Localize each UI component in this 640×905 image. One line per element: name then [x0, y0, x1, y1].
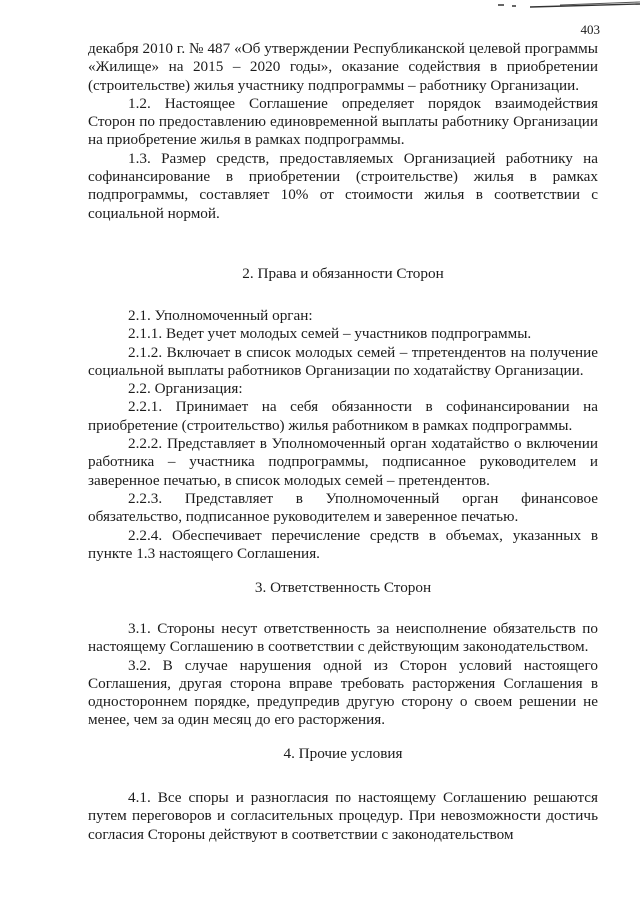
paragraph-2-2-1: 2.2.1. Принимает на себя обязанности в софинансировании на приобретение (строительство) жилья работником в рамках подпрограммы.	[88, 398, 598, 434]
section-2-body	[88, 307, 598, 563]
paragraph-1-1-tail: декабря 2010 г. № 487 «Об утверждении Республиканской целевой программы «Жилище» на 2015 – 2020 годы», оказание содействия в приобретении (строительстве) жилья участнику подпрограммы – работнику Организации.	[88, 40, 598, 94]
section-heading-2: 2. Права и обязанности Сторон	[242, 265, 444, 282]
paragraph-2-1: 2.1. Уполномоченный орган:	[128, 307, 313, 324]
paragraph-4-1: 4.1. Все споры и разногласия по настоящему Соглашению решаются путем переговоров и согласительных процедур. При невозможности достичь согласия Стороны действуют в соответствии с законодательством	[88, 789, 598, 843]
paragraph-2-2-4: 2.2.4. Обеспечивает перечисление средств в объемах, указанных в пункте 1.3 настоящего Соглашения.	[88, 526, 598, 562]
page-number: 403	[580, 22, 600, 37]
section-2-heading-wrap	[88, 265, 598, 283]
section-heading-4: 4. Прочие условия	[283, 745, 403, 762]
paragraph-1-3: 1.3. Размер средств, предоставляемых Организацией работнику на софинансирование в приобретении (строительстве) жилья в рамках подпрограммы, составляет 10% от стоимости жилья в соответствии с социальной нормой.	[88, 149, 598, 222]
section-3-body	[88, 620, 598, 730]
scan-edge-mark	[490, 0, 640, 12]
section-3-heading-wrap	[88, 579, 598, 597]
paragraph-1-2: 1.2. Настоящее Соглашение определяет порядок взаимодействия Сторон по предоставлению единовременной выплаты работнику Организации на приобретение жилья в рамках подпрограммы.	[88, 94, 598, 149]
paragraph-3-2: 3.2. В случае нарушения одной из Сторон условий настоящего Соглашения, другая сторона вправе требовать расторжения Соглашения в одностороннем порядке, предупредив другую сторону о своем решении не менее, чем за один месяц до его расторжения.	[88, 656, 598, 729]
section-4-body	[88, 789, 598, 844]
doc-body	[88, 40, 598, 223]
paragraph-3-1: 3.1. Стороны несут ответственность за неисполнение обязательств по настоящему Соглашению в соответствии с действующим законодательством.	[88, 620, 598, 656]
paragraph-2-1-2: 2.1.2. Включает в список молодых семей – тпретендентов на получение социальной выплаты работников Организации по ходатайству Организации.	[88, 343, 598, 379]
paragraph-2-2-3: 2.2.3. Представляет в Уполномоченный орган финансовое обязательство, подписанное руководителем и заверенное печатью.	[88, 489, 598, 526]
paragraph-2-2: 2.2. Организация:	[128, 380, 243, 398]
paragraph-2-1-1: 2.1.1. Ведет учет молодых семей – участников подпрограммы.	[128, 325, 532, 343]
section-heading-3: 3. Ответственность Сторон	[254, 579, 432, 596]
paragraph-2-2-2: 2.2.2. Представляет в Уполномоченный орган ходатайство о включении работника – участника подпрограммы, подписанное руководителем и заверенное печатью, в список молодых семей – претендентов.	[88, 435, 598, 489]
section-4-heading-wrap	[88, 745, 598, 763]
